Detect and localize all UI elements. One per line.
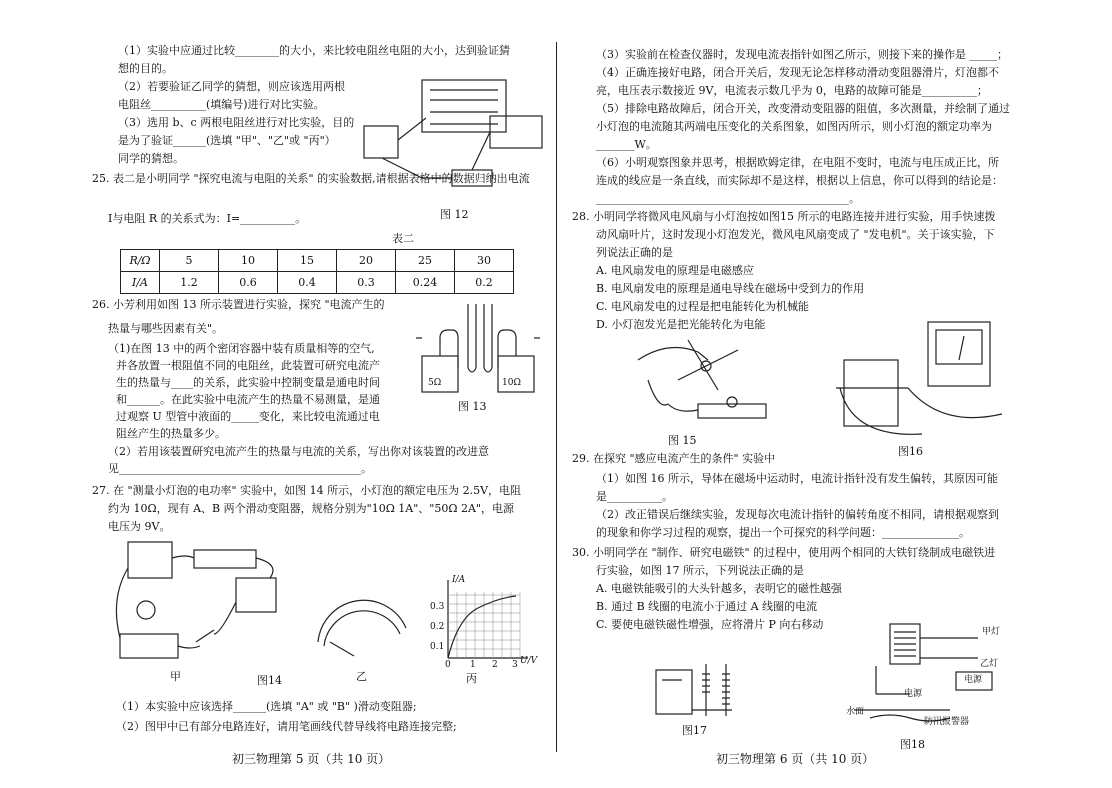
q24-line4: 电阻丝__________(填编号)进行对比实验。 (118, 98, 325, 111)
figure-18-alarm: 防汛报警器 (924, 717, 970, 727)
q27-line2: 约为 10Ω，现有 A、B 两个滑动变阻器，规格分别为"10Ω 1A"、"50Ω 2A"，电源 (108, 502, 514, 515)
q30-line1: 30. 小明同学在 "制作、研究电磁铁" 的过程中，使用两个相同的大铁钉绕制成电磁铁进 (572, 546, 996, 559)
q28-option-d: D. 小灯泡发光是把光能转化为电能 (596, 318, 766, 331)
q26-line8: 阻丝产生的热量多少。 (116, 427, 226, 440)
q27c-line7: （6）小明观察图象并思考，根据欧姆定律，在电阻不变时，电流与电压成正比，所 (596, 156, 999, 169)
figure-18-caption: 图18 (900, 738, 925, 751)
figure-14-meter (306, 598, 416, 658)
table-cell: I/A (121, 272, 160, 294)
q24-line1: （1）实验中应通过比较________的大小，来比较电阻丝电阻的大小，达到验证猜 (118, 44, 510, 57)
figure-15-caption: 图 15 (668, 434, 697, 447)
figure-17-caption: 图17 (682, 724, 707, 737)
q27b-line2: （2）图甲中已有部分电路连好，请用笔画线代替导线将电路连接完整; (116, 720, 457, 733)
q24-line3: （2）若要验证乙同学的猜想，则应该选用两根 (118, 80, 345, 93)
q29-line4: （2）改正错误后继续实验，发现每次电流计指针的偏转角度不相同，请根据观察到 (596, 508, 999, 521)
q27-line3: 电压为 9V。 (108, 520, 171, 533)
table-cell: 30 (455, 250, 514, 272)
q25-line1: 25. 表二是小明同学 "探究电流与电阻的关系" 的实验数据,请根据表格中的数据归纳出电流 (92, 172, 530, 185)
q26-line4: 并各放置一根阻值不同的电阻丝，此装置可研究电流产 (116, 359, 380, 372)
figure-12-caption: 图 12 (440, 208, 469, 221)
graph-xtick: 1 (470, 660, 476, 670)
figure-17 (652, 660, 748, 722)
graph-xtick: 2 (492, 660, 498, 670)
figure-16 (832, 318, 1012, 442)
q26-line2: 热量与哪些因素有关"。 (108, 322, 224, 335)
graph-ytick: 0.2 (430, 622, 445, 632)
graph-xtick: 3 (512, 660, 518, 670)
figure-13-r1: 5Ω (428, 378, 442, 388)
q26-line5: 生的热量与____的关系，此实验中控制变量是通电时间 (116, 376, 380, 389)
figure-14-yi: 乙 (356, 670, 367, 683)
figure-14-graph (428, 572, 538, 668)
figure-14-jia: 甲 (170, 670, 181, 683)
q26-line7: 过观察 U 型管中液面的_____变化，来比较电流通过电 (116, 410, 380, 423)
q30-option-b: B. 通过 B 线圈的电流小于通过 A 线圈的电流 (596, 600, 818, 613)
q28-option-b: B. 电风扇发电的原理是通电导线在磁场中受到力的作用 (596, 282, 865, 295)
q27c-line4: （5）排除电路故障后，闭合开关，改变滑动变阻器的阻值，多次测量，并绘制了通过 (596, 102, 1010, 115)
figure-14-bing: 丙 (466, 672, 477, 685)
figure-18-jia-lamp: 甲灯 (982, 627, 1001, 637)
graph-ytick: 0.3 (430, 602, 445, 612)
q30-option-c: C. 要使电磁铁磁性增强，应将滑片 P 向右移动 (596, 618, 824, 631)
graph-ytick: 0.1 (430, 642, 445, 652)
q27c-line8: 连成的线应是一条直线，而实际却不是这样，根据以上信息，你可以得到的结论是： (596, 174, 1003, 187)
figure-18-power2: 电源 (904, 689, 923, 699)
q27-line1: 27. 在 "测量小灯泡的电功率" 实验中，如图 14 所示，小灯泡的额定电压为 2.5V，电阻 (92, 484, 522, 497)
figure-13-r2: 10Ω (502, 378, 521, 388)
figure-18-power: 电源 (964, 675, 983, 685)
table-row (121, 272, 514, 294)
figure-15 (628, 330, 788, 430)
column-divider (556, 42, 557, 752)
graph-xtick: 0 (445, 660, 451, 670)
table-cell: 0.3 (337, 272, 396, 294)
q27c-line3: 亮，电压表示数接近 9V，电流表示数几乎为 0，电路的故障可能是__________； (596, 84, 988, 97)
table-cell: 0.6 (219, 272, 278, 294)
q27c-line1: （3）实验前在检查仪器时，发现电流表指针如图乙所示，则接下来的操作是 _____； (596, 48, 1008, 61)
q28-option-a: A. 电风扇发电的原理是电磁感应 (596, 264, 754, 277)
q27c-line9: ______________________________________________。 (596, 192, 860, 205)
table-cell: R/Ω (121, 250, 160, 272)
q26-line6: 和______。在此实验中电流产生的热量不易测量，是通 (116, 393, 380, 406)
table-row (121, 250, 514, 272)
figure-14-caption: 图14 (257, 674, 282, 687)
graph-xlabel: U/V (520, 656, 538, 666)
q28-line1: 28. 小明同学将微风电风扇与小灯泡按如图15 所示的电路连接并进行实验，用手快速拨 (572, 210, 996, 223)
q26-line1: 26. 小芳利用如图 13 所示装置进行实验，探究 "电流产生的 (92, 298, 385, 311)
q27c-line5: 小灯泡的电流随其两端电压变化的关系图象，如图丙所示，则小灯泡的额定功率为 (596, 120, 992, 133)
q24-line7: 同学的猜想。 (118, 152, 184, 165)
table-cell: 10 (219, 250, 278, 272)
table-cell: 25 (396, 250, 455, 272)
q30-option-a: A. 电磁铁能吸引的大头针越多，表明它的磁性越强 (596, 582, 842, 595)
q29-line3: 是__________。 (596, 490, 673, 503)
q27c-line2: （4）正确连接好电路，闭合开关后，发现无论怎样移动滑动变阻器滑片，灯泡都不 (596, 66, 999, 79)
table-cell: 15 (278, 250, 337, 272)
figure-18-yi-lamp: 乙灯 (980, 659, 999, 669)
table2-title: 表二 (392, 232, 414, 245)
q29-line2: （1）如图 16 所示，导体在磁场中运动时，电流计指针没有发生偏转，其原因可能 (596, 472, 998, 485)
table-cell: 1.2 (160, 272, 219, 294)
left-footer: 初三物理第 5 页（共 10 页） (232, 752, 391, 766)
figure-13-caption: 图 13 (458, 400, 487, 413)
q29-line5: 的现象和你学习过程的观察，提出一个可探究的科学问题：______________。 (596, 526, 970, 539)
graph-ylabel: I/A (452, 575, 466, 585)
table-cell: 0.24 (396, 272, 455, 294)
figure-14-circuit (110, 538, 300, 666)
table-2 (120, 249, 514, 294)
q24-line6: 是为了验证______(选填 "甲"、"乙"或 "丙"） (118, 134, 336, 147)
q25-line2: I与电阻 R 的关系式为：I=__________。 (108, 212, 307, 225)
q24-line5: （3）选用 b、c 两根电阻丝进行对比实验，目的 (118, 116, 355, 129)
table-cell: 0.4 (278, 272, 337, 294)
q26-line9: （2）若用该装置研究电流产生的热量与电流的关系，写出你对该装置的改进意 (108, 445, 489, 458)
table-cell: 20 (337, 250, 396, 272)
right-footer: 初三物理第 6 页（共 10 页） (716, 752, 875, 766)
q28-line2: 动风扇叶片，这时发现小灯泡发光，微风电风扇变成了 "发电机"。关于该实验，下 (596, 228, 995, 241)
q28-option-c: C. 电风扇发电的过程是把电能转化为机械能 (596, 300, 810, 313)
q26-line10: 见____________________________________________。 (108, 462, 372, 475)
q29-line1: 29. 在探究 "感应电流产生的条件" 实验中 (572, 452, 776, 465)
q27b-line1: （1）本实验中应该选择______(选填 "A" 或 "B" )滑动变阻器; (116, 700, 417, 713)
table-cell: 0.2 (455, 272, 514, 294)
q27c-line6: _______W。 (596, 138, 657, 151)
q24-line2: 想的目的。 (118, 62, 173, 75)
figure-18-water: 水面 (846, 707, 865, 717)
q26-line3: （1)在图 13 中的两个密闭容器中装有质量相等的空气, (108, 342, 375, 355)
figure-16-caption: 图16 (898, 445, 923, 458)
q30-line2: 行实验，如图 17 所示，下列说法正确的是 (596, 564, 804, 577)
q28-line3: 列说法正确的是 (596, 246, 673, 259)
table-cell: 5 (160, 250, 219, 272)
